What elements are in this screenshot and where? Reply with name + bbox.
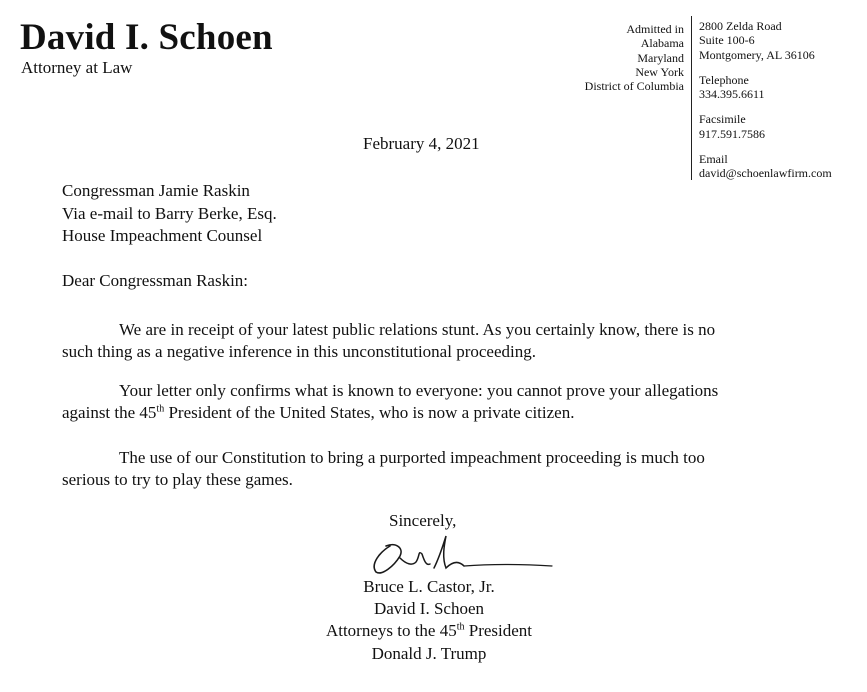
contact-info	[699, 19, 832, 192]
body-paragraph-3	[62, 447, 822, 491]
salutation: Dear Congressman Raskin:	[62, 271, 249, 290]
ordinal-suffix: th	[456, 621, 465, 633]
admitted-jurisdictions	[560, 22, 684, 93]
text-span: against the 45	[62, 403, 157, 422]
paragraph-line: such thing as a negative inference in this unconstitutional proceeding.	[62, 342, 536, 361]
client-name: Donald J. Trump	[371, 643, 487, 663]
fax-number: 917.591.7586	[699, 126, 765, 141]
paragraph-line: We are in receipt of your latest public relations stunt. As you certainly know, there is no	[119, 320, 716, 339]
letterhead-name: David I. Schoen	[20, 17, 273, 58]
email-label: Email	[699, 152, 728, 167]
text-span: Attorneys to the 45	[325, 621, 457, 641]
signer-name: Bruce L. Castor, Jr.	[363, 577, 495, 596]
admitted-state: Alabama	[640, 36, 684, 51]
address-line: Montgomery, AL 36106	[699, 47, 815, 62]
email-address: david@schoenlawfirm.com	[699, 166, 832, 181]
ordinal-suffix: th	[156, 403, 165, 415]
email-block	[699, 152, 832, 181]
recipient-line: Congressman Jamie Raskin	[62, 181, 250, 200]
signer-title	[300, 620, 558, 642]
fax-label: Facsimile	[699, 112, 746, 127]
telephone-block	[699, 73, 832, 102]
body-paragraph-1	[62, 319, 822, 363]
signature-block	[300, 576, 558, 665]
text-span: President of the United States, who is now a private citizen.	[164, 403, 575, 422]
recipient-line: Via e-mail to Barry Berke, Esq.	[62, 203, 277, 223]
letterhead-subtitle: Attorney at Law	[21, 58, 133, 77]
closing: Sincerely,	[389, 511, 457, 530]
office-address	[699, 19, 832, 62]
admitted-label: Admitted in	[626, 22, 684, 36]
signer-name: David I. Schoen	[373, 599, 484, 619]
address-line: Suite 100-6	[699, 33, 755, 48]
admitted-state: New York	[635, 64, 684, 79]
text-span: President	[464, 621, 533, 641]
body-paragraph-2	[62, 380, 822, 424]
paragraph-line	[62, 402, 822, 424]
paragraph-line: Your letter only confirms what is known to everyone: you cannot prove your allegations	[119, 381, 719, 400]
handwritten-signature	[360, 528, 560, 578]
recipient-block	[62, 180, 277, 248]
admitted-state: District of Columbia	[584, 79, 684, 94]
letterhead-divider	[691, 16, 692, 180]
recipient-line: House Impeachment Counsel	[62, 226, 263, 245]
paragraph-line: serious to try to play these games.	[62, 470, 293, 489]
letter-date: February 4, 2021	[363, 134, 480, 153]
telephone-label: Telephone	[699, 72, 749, 87]
paragraph-line: The use of our Constitution to bring a purported impeachment proceeding is much too	[119, 448, 705, 467]
admitted-state: Maryland	[637, 50, 684, 65]
telephone-number: 334.395.6611	[699, 87, 765, 102]
fax-block	[699, 112, 832, 141]
address-line: 2800 Zelda Road	[699, 19, 782, 33]
